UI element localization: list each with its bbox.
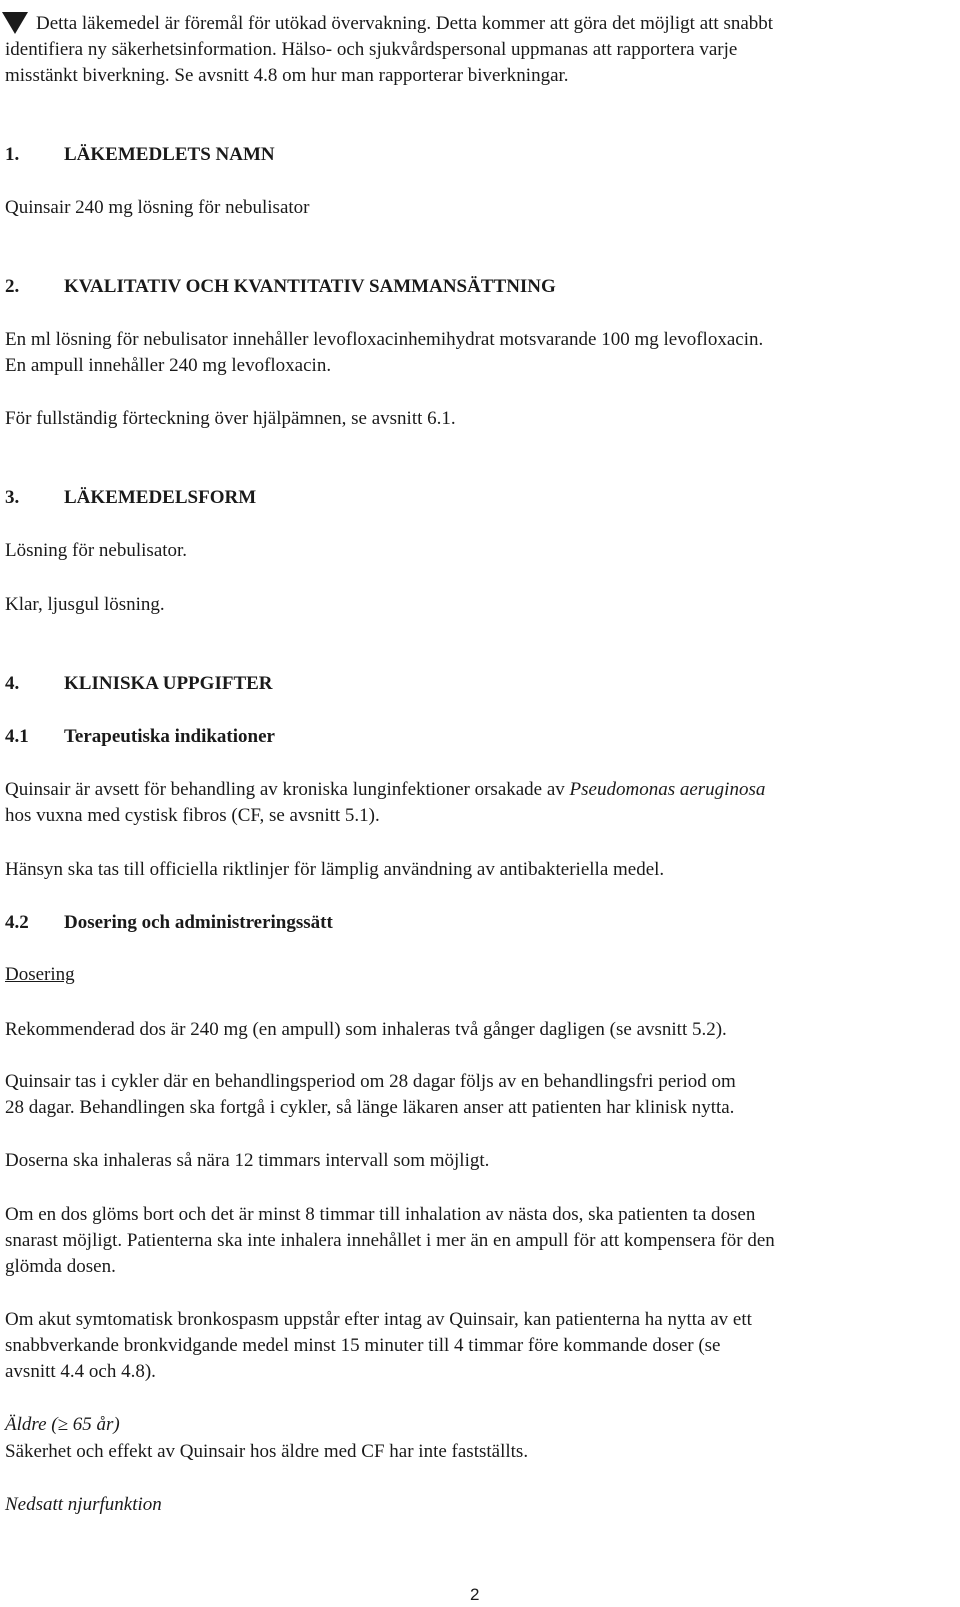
section-1-heading — [5, 142, 275, 168]
paragraph-line: Lösning för nebulisator. — [5, 540, 188, 561]
page-number: 2 — [470, 1585, 480, 1604]
paragraph-line: hos vuxna med cystisk fibros (CF, se avsnitt 5.1). — [5, 805, 380, 826]
subheading-dosering: Dosering — [5, 964, 75, 985]
paragraph-line: Quinsair tas i cykler där en behandlingsperiod om 28 dagar följs av en behandlingsfri period om — [5, 1071, 736, 1092]
warning-line-2: identifiera ny säkerhetsinformation. Hälso- och sjukvårdspersonal uppmanas att rapportera varje — [5, 39, 738, 60]
section-4-2-heading — [5, 910, 333, 936]
section-number: 2. — [5, 276, 20, 297]
section-number: 3. — [5, 487, 20, 508]
warning-line-3: misstänkt biverkning. Se avsnitt 4.8 om hur man rapporterar biverkningar. — [5, 65, 569, 86]
section-title: KLINISKA UPPGIFTER — [64, 673, 273, 694]
paragraph-line: Om akut symtomatisk bronkospasm uppstår efter intag av Quinsair, kan patienterna ha nytta av ett — [5, 1309, 752, 1330]
indication-text: Quinsair är avsett för behandling av kroniska lunginfektioner orsakade av — [5, 779, 570, 800]
black-triangle-icon — [2, 12, 28, 34]
paragraph-line: För fullständig förteckning över hjälpämnen, se avsnitt 6.1. — [5, 408, 456, 429]
section-number: 1. — [5, 144, 20, 165]
section-title: Terapeutiska indikationer — [64, 726, 275, 747]
paragraph-line: Om en dos glöms bort och det är minst 8 timmar till inhalation av nästa dos, ska patienten ta dosen — [5, 1204, 756, 1225]
paragraph-line: snabbverkande bronkvidgande medel minst 15 minuter till 4 timmar före kommande doser (se — [5, 1335, 721, 1356]
section-number: 4. — [5, 673, 20, 694]
paragraph-line: Doserna ska inhaleras så nära 12 timmars intervall som möjligt. — [5, 1150, 490, 1171]
section-title: Dosering och administreringssätt — [64, 912, 333, 933]
warning-line-1: Detta läkemedel är föremål för utökad övervakning. Detta kommer att göra det möjligt att snabbt — [36, 13, 774, 34]
paragraph-line: Hänsyn ska tas till officiella riktlinjer för lämplig användning av antibakteriella medel. — [5, 859, 665, 880]
section-4-heading — [5, 671, 273, 697]
product-name: Quinsair 240 mg lösning för nebulisator — [5, 197, 310, 218]
paragraph-line: glömda dosen. — [5, 1256, 116, 1277]
organism-name: Pseudomonas aeruginosa — [569, 779, 766, 800]
paragraph-line — [5, 777, 765, 803]
section-number: 4.1 — [5, 726, 29, 747]
section-title: LÄKEMEDLETS NAMN — [64, 144, 275, 165]
paragraph-line: Klar, ljusgul lösning. — [5, 594, 165, 615]
section-4-1-heading — [5, 724, 275, 750]
section-2-heading — [5, 274, 556, 300]
paragraph-line: Säkerhet och effekt av Quinsair hos äldre med CF har inte fastställts. — [5, 1441, 529, 1462]
section-title: LÄKEMEDELSFORM — [64, 487, 257, 508]
subheading-aldre: Äldre (≥ 65 år) — [5, 1414, 120, 1435]
paragraph-line: avsnitt 4.4 och 4.8). — [5, 1361, 156, 1382]
paragraph-line: En ampull innehåller 240 mg levofloxacin. — [5, 355, 332, 376]
section-3-heading — [5, 485, 256, 511]
subheading-nedsatt-njurfunktion: Nedsatt njurfunktion — [5, 1494, 162, 1515]
section-title: KVALITATIV OCH KVANTITATIV SAMMANSÄTTNING — [64, 276, 556, 297]
paragraph-line: 28 dagar. Behandlingen ska fortgå i cykler, så länge läkaren anser att patienten har klinisk nytta. — [5, 1097, 735, 1118]
paragraph-line: snarast möjligt. Patienterna ska inte inhalera innehållet i mer än en ampull för att kompensera för den — [5, 1230, 775, 1251]
paragraph-line: Rekommenderad dos är 240 mg (en ampull) som inhaleras två gånger dagligen (se avsnitt 5.2). — [5, 1019, 727, 1040]
paragraph-line: En ml lösning för nebulisator innehåller levofloxacinhemihydrat motsvarande 100 mg levofloxacin. — [5, 329, 764, 350]
section-number: 4.2 — [5, 912, 29, 933]
